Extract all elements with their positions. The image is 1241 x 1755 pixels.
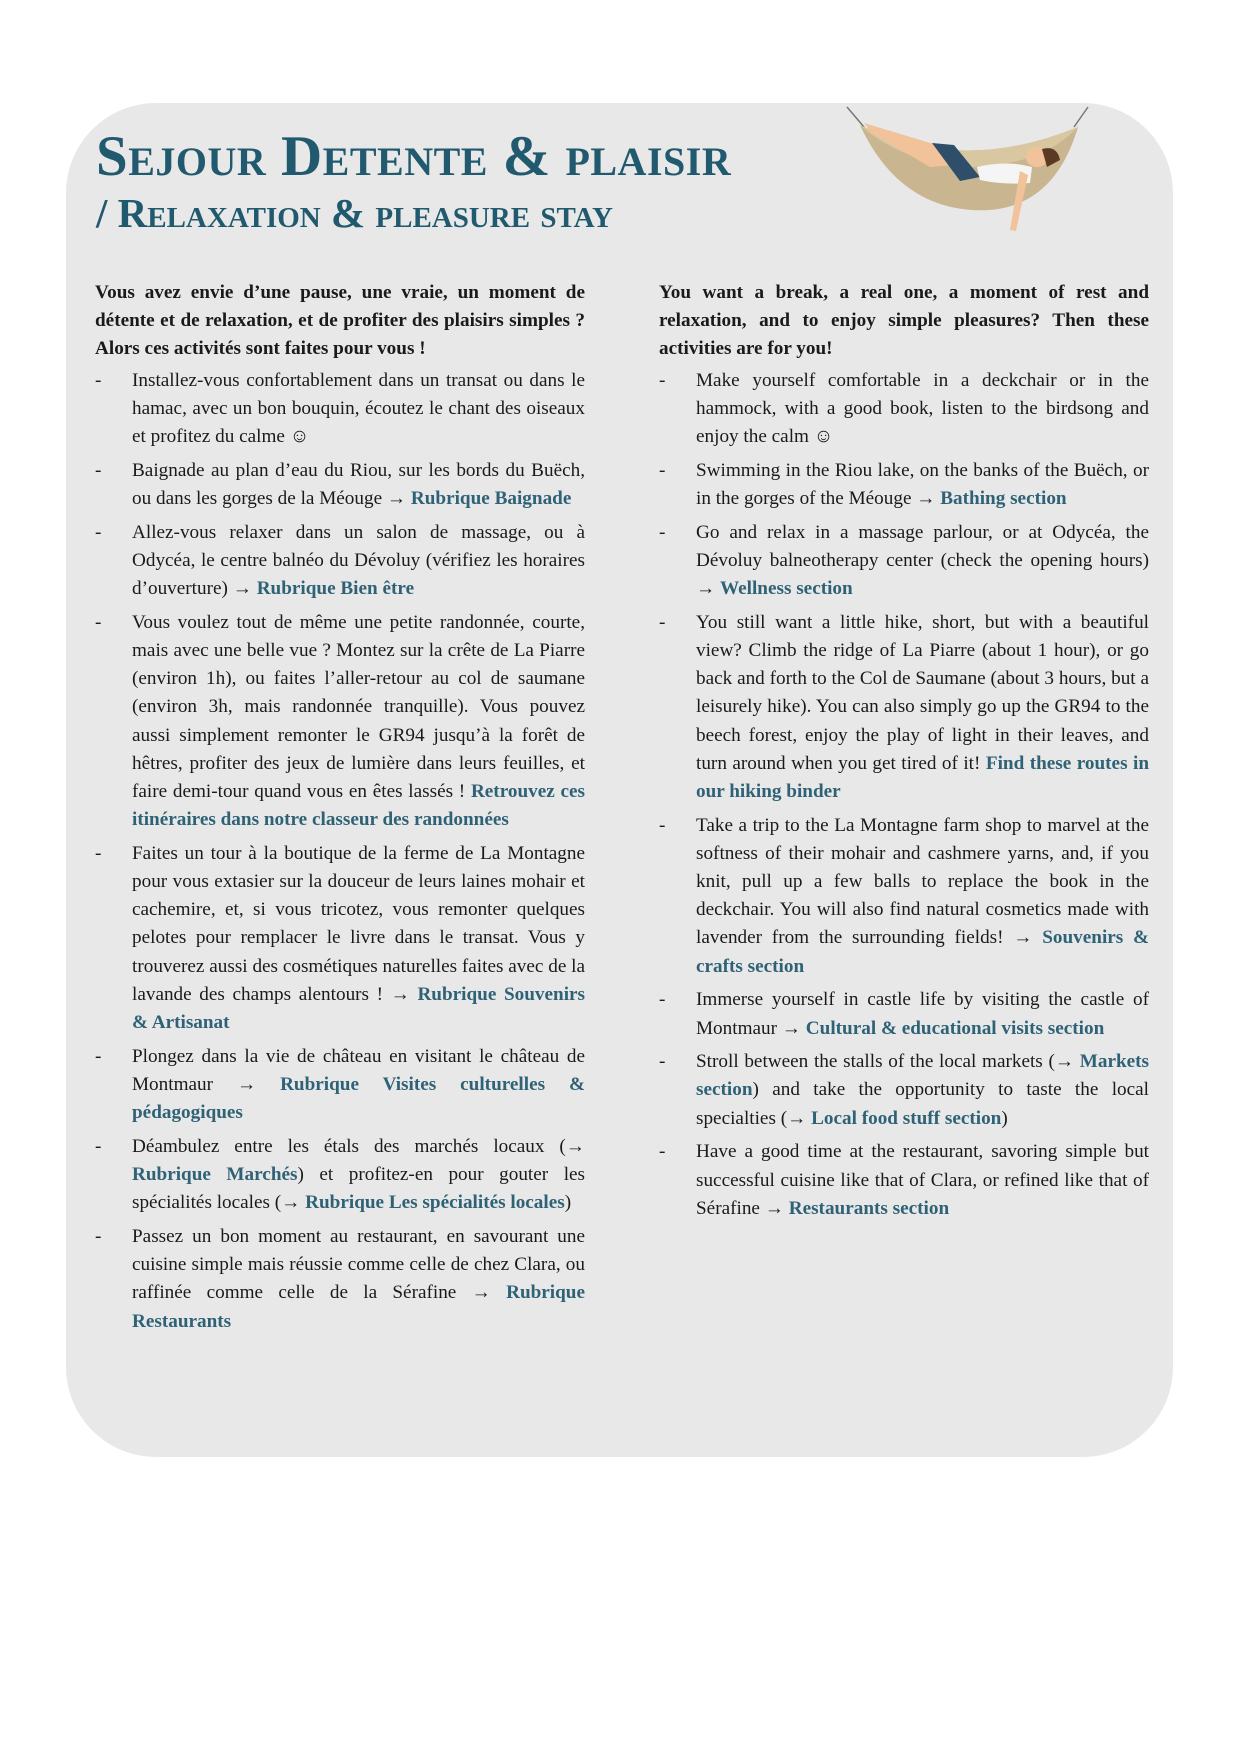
item-text: Go and relax in a massage parlour, or at Odycéa, the Dévoluy balneotherapy center (check the opening hours) → (696, 521, 1149, 600)
section-link[interactable]: Souvenirs & crafts section (696, 927, 1149, 977)
english-column (659, 279, 1149, 1229)
hammock-person-illustration (842, 105, 1092, 240)
section-link[interactable]: Wellness section (719, 578, 853, 600)
section-link[interactable]: Rubrique Marchés (132, 1164, 298, 1186)
list-item (95, 367, 585, 452)
list-item (659, 1138, 1149, 1223)
list-item (95, 519, 585, 604)
item-text: Immerse yourself in castle life by visiting the castle of Montmaur → (696, 989, 1149, 1039)
page-title (96, 125, 732, 236)
item-text: Plongez dans la vie de château en visitant le château de Montmaur → (132, 1045, 585, 1095)
section-link[interactable]: Cultural & educational visits section (805, 1017, 1105, 1039)
list-item (95, 1223, 585, 1336)
item-text: ) et profitez-en pour gouter les spécialités locales (→ (132, 1164, 586, 1214)
intro-english: You want a break, a real one, a moment of rest and relaxation, and to enjoy simple pleasures? Then these activities are for you! (659, 282, 1149, 360)
section-link[interactable]: Rubrique Visites culturelles & pédagogiques (132, 1073, 585, 1124)
item-text: ) (1001, 1107, 1008, 1129)
title-english: / Relaxation & pleasure stay (96, 190, 613, 236)
section-link[interactable]: Bathing section (940, 487, 1067, 509)
section-link[interactable]: Retrouvez ces itinéraires dans notre classeur des randonnées (132, 780, 585, 831)
bullet-dash: - (659, 459, 666, 481)
list-item (95, 609, 585, 835)
list-item (659, 986, 1149, 1042)
item-text: ) (564, 1192, 572, 1214)
bullet-dash: - (659, 814, 666, 836)
item-text: Passez un bon moment au restaurant, en savourant une cuisine simple mais réussie comme celle de chez Clara, ou raffinée comme celle de la Sérafine → (132, 1226, 585, 1304)
item-text: Vous voulez tout de même une petite randonnée, courte, mais avec une belle vue ? Montez sur la crête de La Piarre (environ 1h), ou faites l’aller-retour au col de saumane (environ 3h, mais randonnée tranquille). Vous pouvez aussi simplement remonter le GR94 jusqu’à la forêt de hêtres, profiter des jeux de lumière dans leurs feuilles, et faire demi-tour quand vous en êtes lassés ! (132, 611, 585, 802)
item-text: Allez-vous relaxer dans un salon de massage, ou à Odycéa, le centre balnéo du Dévoluy (vérifiez les horaires d’ouverture) → (132, 521, 585, 600)
section-link[interactable]: Markets section (696, 1051, 1149, 1101)
list-item (95, 1133, 585, 1218)
item-text: Have a good time at the restaurant, savoring simple but successful cuisine like that of Clara, or refined like that of Sérafine → (696, 1141, 1149, 1219)
item-text: Installez-vous confortablement dans un transat ou dans le hamac, avec un bon bouquin, écoutez le chant des oiseaux et profitez du calme ☺ (132, 369, 585, 448)
section-link[interactable]: Restaurants section (788, 1197, 950, 1219)
item-text: Take a trip to the La Montagne farm shop to marvel at the softness of their mohair and cashmere yarns, and, if you knit, pull up a few balls to replace the book in the deckchair. You will also find natural cosmetics made with lavender from the surrounding fields! → (696, 814, 1149, 949)
item-text: You still want a little hike, short, but with a beautiful view? Climb the ridge of La Piarre (about 1 hour), or go back and forth to the Col de Saumane (about 3 hours, but a leisurely hike). You can also simply go up the GR94 to the beech forest, enjoy the play of light in their leaves, and turn around when you get tired of it! (696, 611, 1149, 774)
list-item (659, 1048, 1149, 1133)
section-link[interactable]: Rubrique Bien être (256, 578, 415, 600)
item-text: ) and take the opportunity to taste the local specialties (→ (696, 1079, 1149, 1129)
list-item (95, 457, 585, 513)
section-link[interactable]: Rubrique Les spécialités locales (305, 1192, 565, 1214)
title-french: Sejour Detente & plaisir (96, 125, 732, 188)
bullet-dash: - (95, 842, 102, 864)
list-item (95, 840, 585, 1037)
section-link[interactable]: Rubrique Restaurants (132, 1282, 585, 1332)
list-item (659, 519, 1149, 604)
bullet-dash: - (659, 611, 666, 633)
section-link[interactable]: Local food stuff section (811, 1107, 1002, 1129)
section-link[interactable]: Find these routes in our hiking binder (696, 752, 1150, 802)
bullet-dash: - (95, 611, 102, 633)
french-column (95, 279, 585, 1341)
list-item (659, 812, 1149, 981)
activity-list-english (659, 367, 1149, 1223)
activity-list-french (95, 367, 585, 1336)
list-item (95, 1043, 585, 1128)
section-link[interactable]: Rubrique Souvenirs & Artisanat (132, 983, 586, 1034)
item-text: Make yourself comfortable in a deckchair or in the hammock, with a good book, listen to the birdsong and enjoy the calm ☺ (696, 369, 1149, 448)
list-item (659, 457, 1149, 513)
bullet-dash: - (95, 521, 102, 543)
bullet-dash: - (659, 521, 666, 543)
intro-french: Vous avez envie d’une pause, une vraie, un moment de détente et de relaxation, et de profiter des plaisirs simples ? Alors ces activités sont faites pour vous ! (95, 282, 585, 360)
bullet-dash: - (95, 1226, 102, 1247)
bullet-dash: - (659, 1051, 666, 1073)
item-text: Baignade au plan d’eau du Riou, sur les bords du Buëch, ou dans les gorges de la Méouge → (132, 459, 585, 509)
bullet-dash: - (95, 1135, 102, 1157)
bullet-dash: - (659, 989, 666, 1011)
bullet-dash: - (95, 1045, 102, 1067)
item-text: Stroll between the stalls of the local markets (→ (696, 1051, 1080, 1073)
section-link[interactable]: Rubrique Baignade (410, 487, 572, 509)
bullet-dash: - (95, 369, 102, 391)
item-text: Faites un tour à la boutique de la ferme de La Montagne pour vous extasier sur la douceur de leurs laines mohair et cachemire, et, si vous tricotez, vous remonter quelques pelotes pour remplacer le livre dans le transat. Vous y trouverez aussi des cosmétiques naturelles faites avec de la lavande des champs alentours ! → (132, 842, 585, 1005)
item-text: Swimming in the Riou lake, on the banks of the Buëch, or in the gorges of the Méouge → (696, 459, 1149, 509)
bullet-dash: - (659, 1141, 666, 1163)
list-item (659, 367, 1149, 452)
list-item (659, 609, 1149, 806)
bullet-dash: - (659, 369, 666, 391)
bullet-dash: - (95, 459, 102, 481)
item-text: Déambulez entre les étals des marchés locaux (→ (132, 1135, 585, 1157)
